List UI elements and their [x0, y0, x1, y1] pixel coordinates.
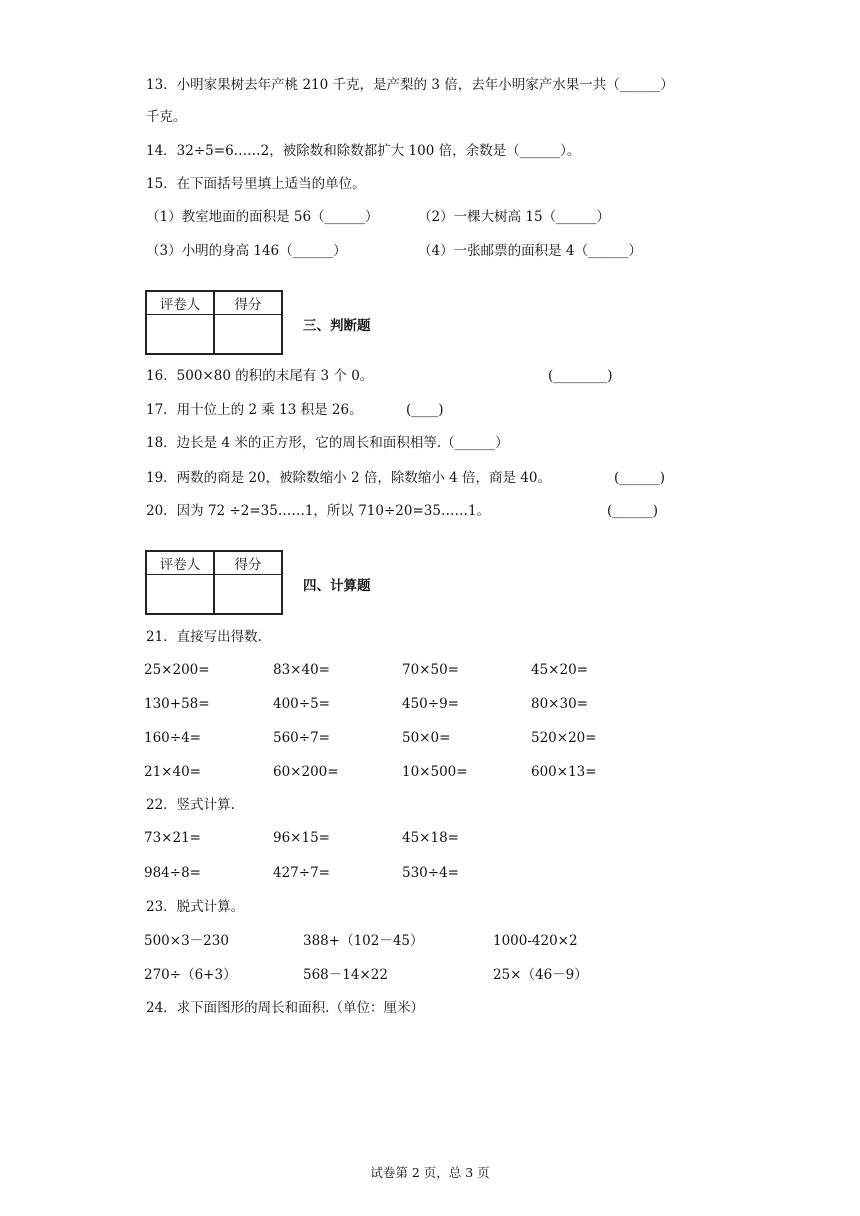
question-15-stem: 15．在下面括号里填上适当的单位。	[146, 176, 366, 192]
score-box-reviewer-cell	[146, 315, 214, 355]
question-17-blank: (____)	[406, 402, 444, 418]
page-footer: 试卷第 2 页，总 3 页	[370, 1165, 490, 1180]
calc-item: 520×20=	[531, 730, 597, 746]
question-15-item-2: （2）一棵大树高 15（______）	[418, 209, 611, 225]
question-22-stem: 22．竖式计算.	[146, 797, 235, 813]
calc-item: 50×0=	[402, 730, 451, 746]
question-16: 16．500×80 的积的末尾有 3 个 0。	[146, 368, 374, 384]
score-box-reviewer-label: 评卷人	[146, 551, 214, 575]
score-box-score-label: 得分	[214, 291, 282, 315]
score-box-section-3	[145, 290, 283, 355]
calc-item: 60×200=	[273, 764, 339, 780]
calc-item: 530÷4=	[402, 865, 459, 881]
calc-item: 568－14×22	[303, 967, 388, 983]
section-4-title: 四、计算题	[303, 578, 371, 594]
score-box-section-4	[145, 550, 283, 615]
score-box-score-cell	[214, 315, 282, 355]
question-23-stem: 23．脱式计算。	[146, 899, 245, 915]
question-13-line2: 千克。	[146, 109, 187, 125]
calc-item: 600×13=	[531, 764, 597, 780]
calc-item: 160÷4=	[144, 730, 201, 746]
section-3-title: 三、判断题	[303, 318, 371, 334]
score-box-reviewer-cell	[146, 575, 214, 615]
question-24: 24．求下面图形的周长和面积.（单位：厘米）	[146, 1000, 424, 1016]
question-20: 20．因为 72 ÷2=35……1，所以 710÷20=35……1。	[146, 503, 491, 519]
score-box-reviewer-label: 评卷人	[146, 291, 214, 315]
calc-item: 130+58=	[144, 696, 210, 712]
question-15-item-3: （3）小明的身高 146（______）	[146, 243, 347, 259]
calc-item: 1000-420×2	[493, 933, 578, 949]
question-14: 14．32÷5=6……2，被除数和除数都扩大 100 倍，余数是（______）。	[146, 143, 581, 159]
score-box-score-label: 得分	[214, 551, 282, 575]
calc-item: 45×18=	[402, 830, 459, 846]
calc-item: 83×40=	[273, 662, 330, 678]
question-19-blank: (______)	[614, 470, 666, 486]
calc-item: 25×200=	[144, 662, 210, 678]
calc-item: 984÷8=	[144, 865, 201, 881]
question-21-stem: 21．直接写出得数.	[146, 629, 262, 645]
calc-item: 45×20=	[531, 662, 588, 678]
calc-item: 560÷7=	[273, 730, 330, 746]
question-17: 17．用十位上的 2 乘 13 积是 26。	[146, 402, 363, 418]
question-20-blank: (______)	[607, 503, 659, 519]
score-box-score-cell	[214, 575, 282, 615]
question-19: 19．两数的商是 20，被除数缩小 2 倍，除数缩小 4 倍，商是 40。	[146, 470, 551, 486]
calc-item: 70×50=	[402, 662, 459, 678]
calc-item: 10×500=	[402, 764, 468, 780]
calc-item: 450÷9=	[402, 696, 459, 712]
calc-item: 427÷7=	[273, 865, 330, 881]
calc-item: 96×15=	[273, 830, 330, 846]
calc-item: 80×30=	[531, 696, 588, 712]
question-18: 18．边长是 4 米的正方形，它的周长和面积相等.（______）	[146, 435, 509, 451]
question-13-line1: 13．小明家果树去年产桃 210 千克，是产梨的 3 倍，去年小明家产水果一共（______）	[146, 77, 674, 93]
calc-item: 21×40=	[144, 764, 201, 780]
question-15-item-1: （1）教室地面的面积是 56（______）	[146, 209, 379, 225]
calc-item: 400÷5=	[273, 696, 330, 712]
calc-item: 25×（46－9）	[493, 967, 588, 983]
question-15-item-4: （4）一张邮票的面积是 4（______）	[418, 243, 642, 259]
question-16-blank: (________)	[548, 368, 613, 384]
calc-item: 388+（102－45）	[303, 933, 424, 949]
calc-item: 270÷（6+3）	[144, 967, 237, 983]
calc-item: 500×3－230	[144, 933, 229, 949]
calc-item: 73×21=	[144, 830, 201, 846]
